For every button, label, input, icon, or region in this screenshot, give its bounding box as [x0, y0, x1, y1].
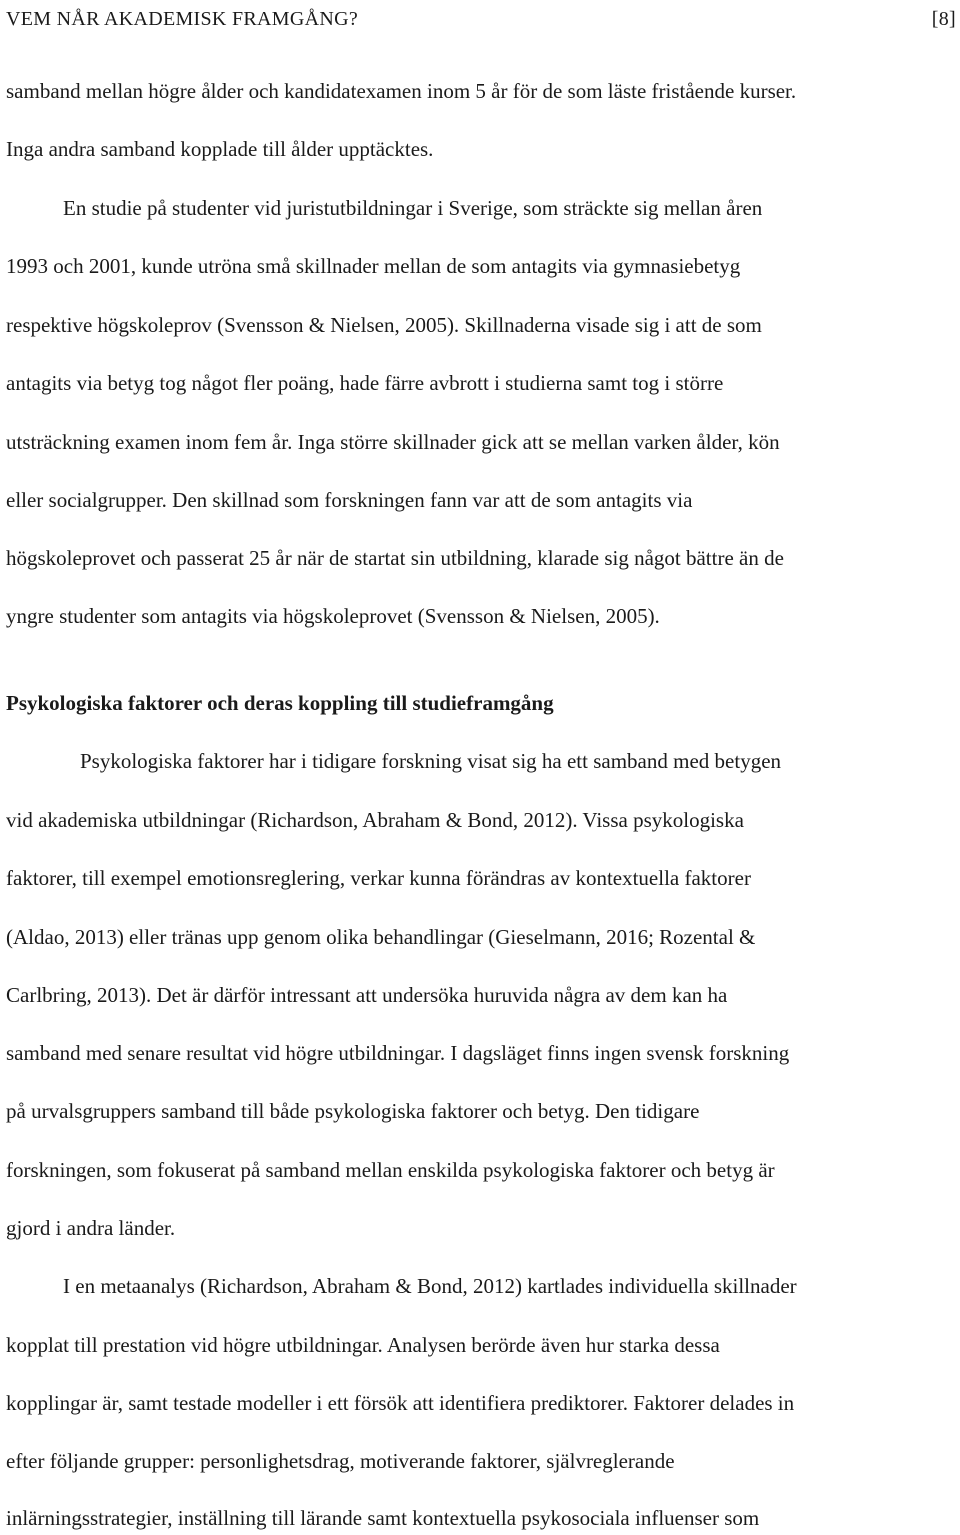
body-line: vid akademiska utbildningar (Richardson, Abraham & Bond, 2012). Vissa psykologiska	[6, 808, 744, 832]
body-line: utsträckning examen inom fem år. Inga större skillnader gick att se mellan varken ålder, kön	[6, 430, 780, 454]
body-line: samband mellan högre ålder och kandidatexamen inom 5 år för de som läste fristående kurser.	[6, 79, 797, 103]
body-line: antagits via betyg tog något fler poäng, hade färre avbrott i studierna samt tog i större	[6, 371, 724, 395]
paragraph-first-line: I en metaanalys (Richardson, Abraham & Bond, 2012) kartlades individuella skillnader	[63, 1274, 797, 1298]
body-line: 1993 och 2001, kunde utröna små skillnader mellan de som antagits via gymnasiebetyg	[6, 254, 741, 278]
paragraph-first-line: En studie på studenter vid juristutbildningar i Sverige, som sträckte sig mellan åren	[63, 196, 763, 220]
body-line: yngre studenter som antagits via högskoleprovet (Svensson & Nielsen, 2005).	[6, 604, 660, 628]
paragraph-first-line: Psykologiska faktorer har i tidigare forskning visat sig ha ett samband med betygen	[80, 749, 782, 773]
body-line: inlärningsstrategier, inställning till lärande samt kontextuella psykosociala influenser som	[6, 1506, 760, 1530]
page-number: [8]	[931, 8, 956, 30]
body-line: forskningen, som fokuserat på samband mellan enskilda psykologiska faktorer och betyg är	[6, 1158, 775, 1182]
body-line: samband med senare resultat vid högre utbildningar. I dagsläget finns ingen svensk forskning	[6, 1041, 790, 1065]
body-line: respektive högskoleprov (Svensson & Nielsen, 2005). Skillnaderna visade sig i att de som	[6, 313, 762, 337]
body-line: efter följande grupper: personlighetsdrag, motiverande faktorer, självreglerande	[6, 1449, 675, 1473]
running-header	[6, 4, 956, 34]
body-line: kopplat till prestation vid högre utbildningar. Analysen berörde även hur starka dessa	[6, 1333, 720, 1357]
body-line: Inga andra samband kopplade till ålder upptäcktes.	[6, 137, 434, 161]
body-line: Carlbring, 2013). Det är därför intressant att undersöka huruvida några av dem kan ha	[6, 983, 728, 1007]
body-line: gjord i andra länder.	[6, 1216, 176, 1240]
body-line: faktorer, till exempel emotionsreglering, verkar kunna förändras av kontextuella faktorer	[6, 866, 751, 890]
body-line: högskoleprovet och passerat 25 år när de startat sin utbildning, klarade sig något bättre än de	[6, 546, 784, 570]
body-line: eller socialgrupper. Den skillnad som forskningen fann var att de som antagits via	[6, 488, 693, 512]
running-header-title: VEM NÅR AKADEMISK FRAMGÅNG?	[6, 8, 359, 30]
body-line: på urvalsgruppers samband till både psykologiska faktorer och betyg. Den tidigare	[6, 1099, 700, 1123]
body-line: kopplingar är, samt testade modeller i ett försök att identifiera prediktorer. Faktorer delades in	[6, 1391, 795, 1415]
body-line: (Aldao, 2013) eller tränas upp genom olika behandlingar (Gieselmann, 2016; Rozental &	[6, 925, 756, 949]
section-heading: Psykologiska faktorer och deras koppling till studieframgång	[6, 691, 554, 715]
